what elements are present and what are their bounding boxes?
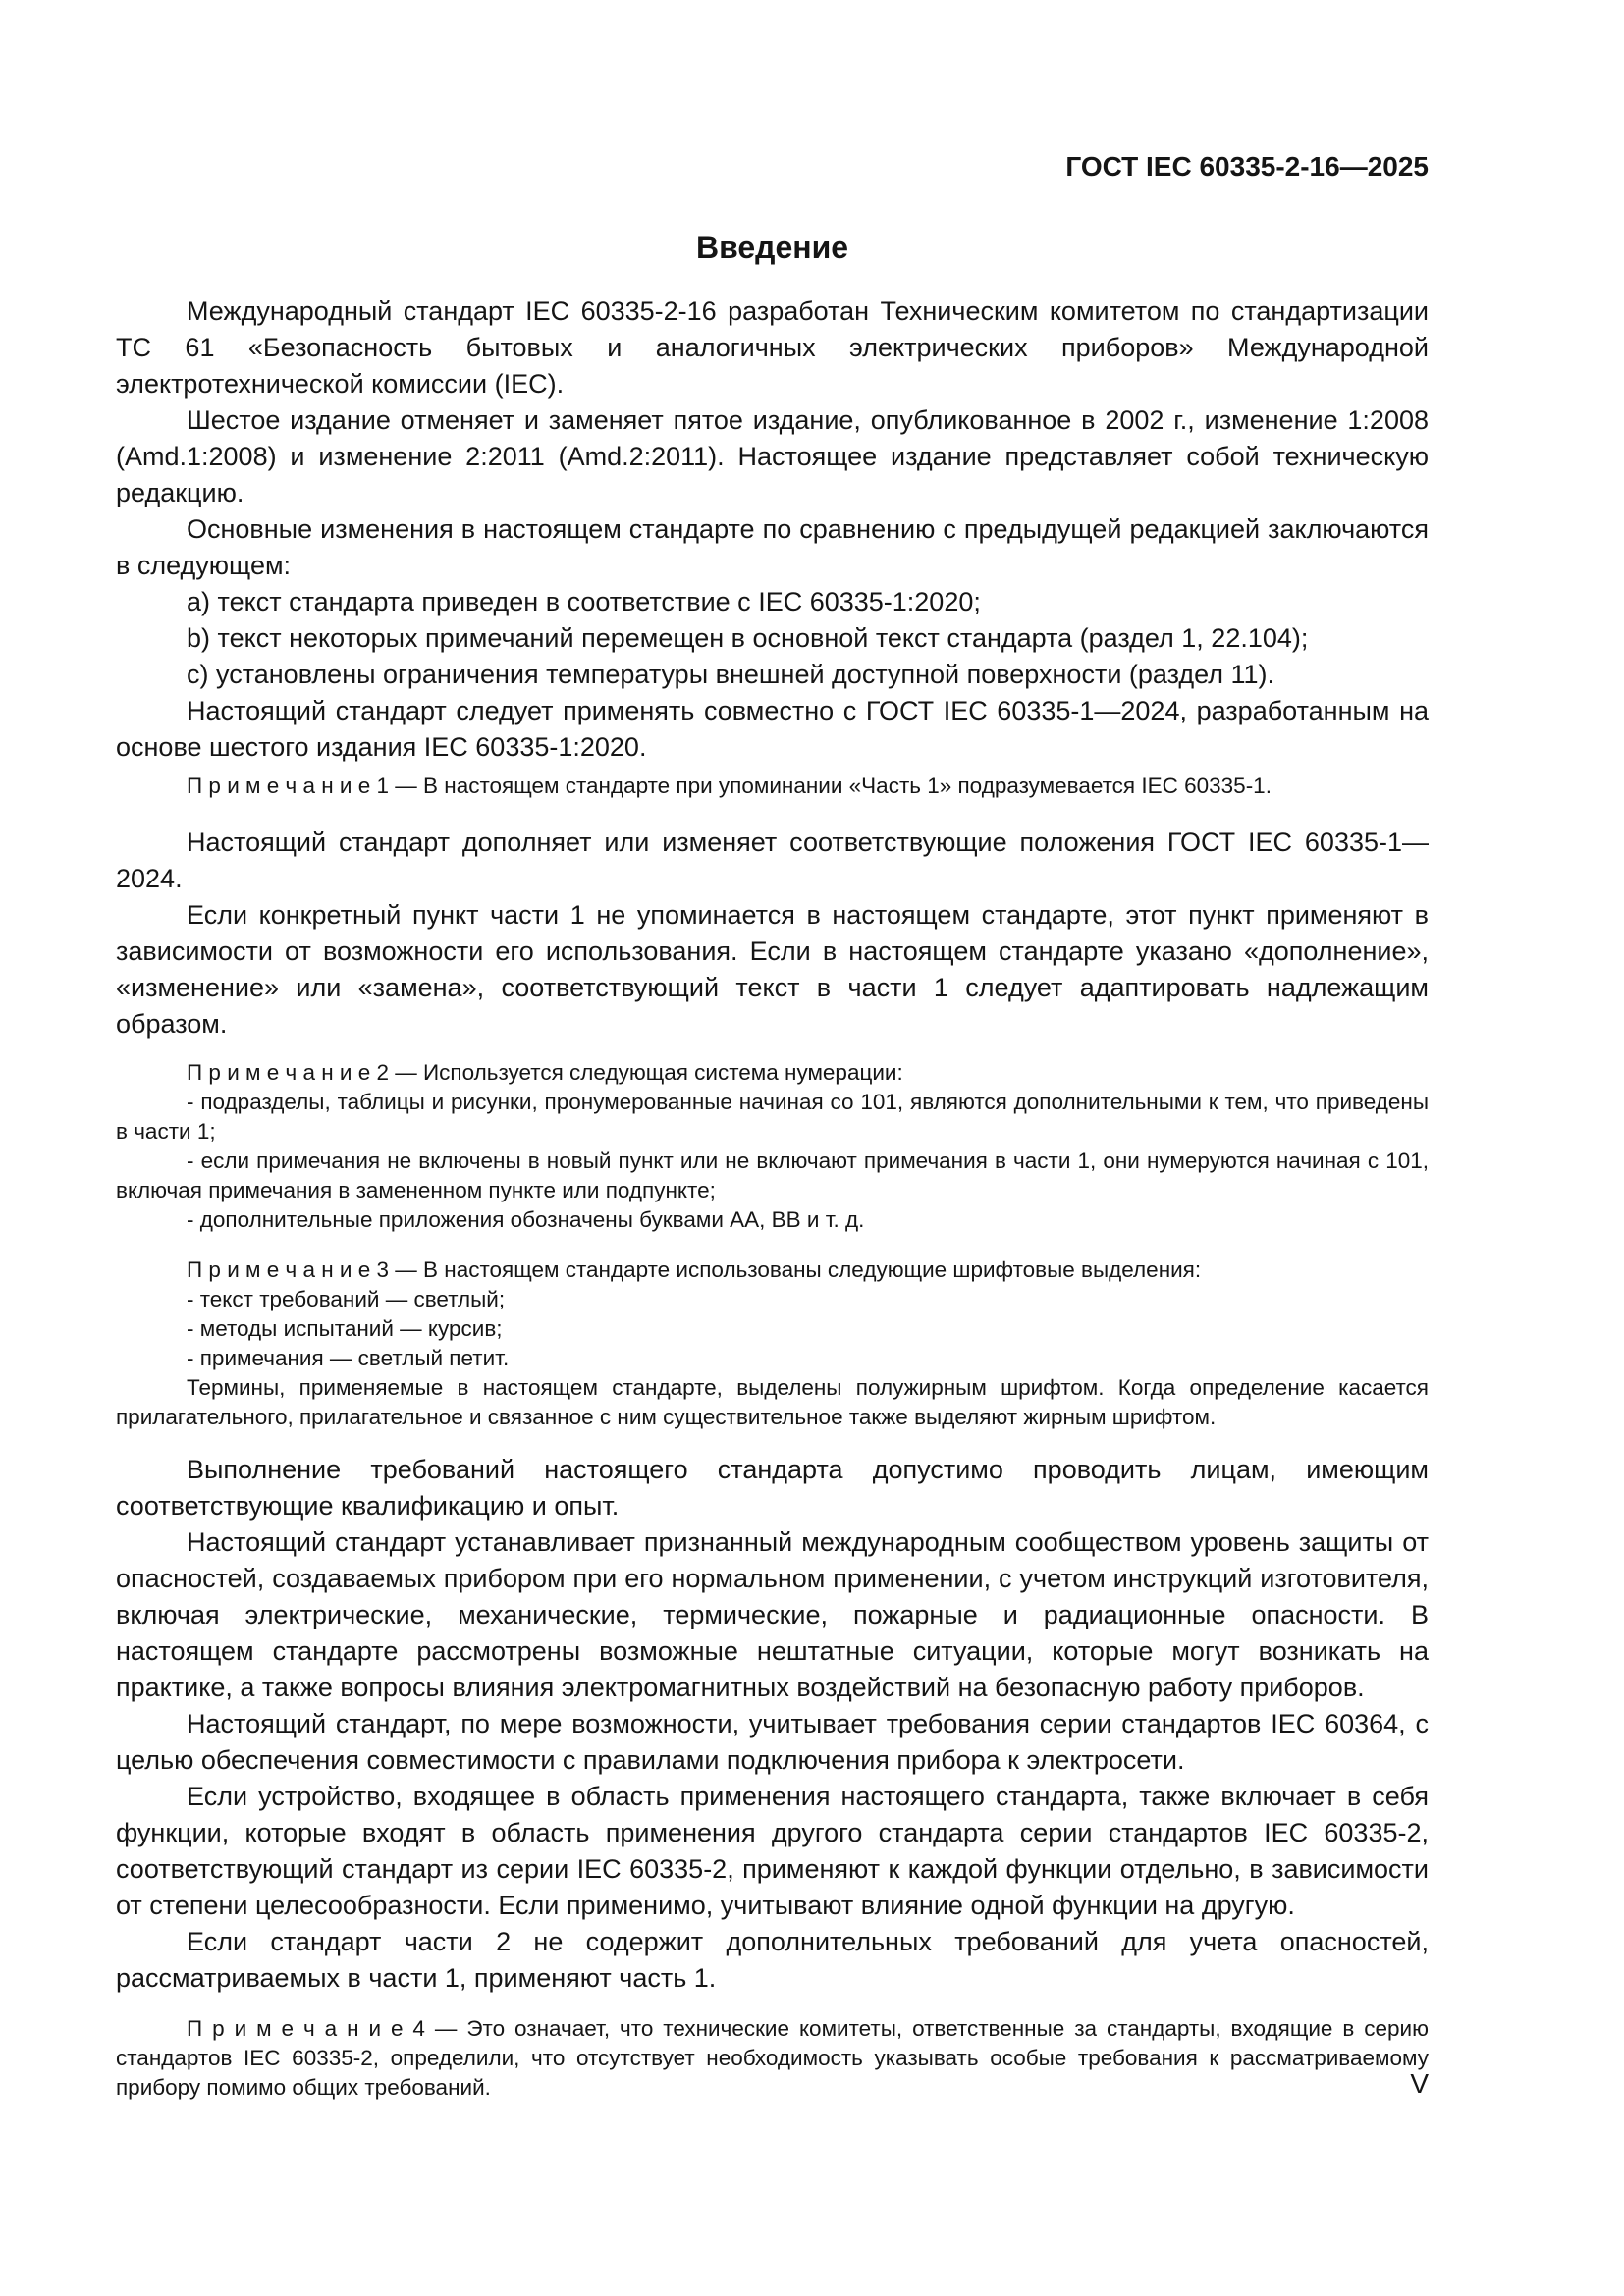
paragraph: b) текст некоторых примечаний перемещен в основной текст стандарта (раздел 1, 22.104);	[187, 623, 1309, 653]
paragraph-block	[116, 1924, 1429, 1997]
paragraph-block	[116, 620, 1429, 657]
content-blocks	[116, 294, 1429, 2103]
paragraph-block	[116, 657, 1429, 693]
paragraph-block	[116, 294, 1429, 402]
paragraph: Если конкретный пункт части 1 не упоминается в настоящем стандарте, этот пункт применяют в зависимости от возможности его использования. Если в настоящем стандарте указано «дополнение», «изменение» или «замена», соответствующий текст в части 1 следует адаптировать надлежащим образом.	[116, 900, 1429, 1039]
paragraph: Шестое издание отменяет и заменяет пятое издание, опубликованное в 2002 г., изменение 1:2008 (Amd.1:2008) и изменение 2:2011 (Amd.2:2011). Настоящее издание представляет собой техническую редакцию.	[116, 405, 1429, 507]
page-content	[116, 0, 1429, 2103]
paragraph-block	[116, 693, 1429, 766]
note-line: - если примечания не включены в новый пункт или не включают примечания в части 1, они нумеруются начиная с 101, включая примечания в замененном пункте или подпункте;	[116, 1148, 1429, 1202]
paragraph-block	[116, 402, 1429, 511]
paragraph-block	[116, 1779, 1429, 1924]
note-line: П р и м е ч а н и е 1 — В настоящем стандарте при упоминании «Часть 1» подразумевается IEC 60335-1.	[187, 774, 1272, 798]
paragraph: a) текст стандарта приведен в соответствие с IEC 60335-1:2020;	[187, 587, 981, 616]
paragraph-block	[116, 1452, 1429, 1524]
paragraph: c) установлены ограничения температуры внешней доступной поверхности (раздел 11).	[187, 660, 1275, 689]
note-line: Термины, применяемые в настоящем стандарте, выделены полужирным шрифтом. Когда определение касается прилагательного, прилагательное и связанное с ним существительное также выделяют жирным шрифтом.	[116, 1375, 1429, 1429]
paragraph-block	[116, 1524, 1429, 1706]
note-line: - примечания — светлый петит.	[187, 1346, 510, 1370]
note-line: П р и м е ч а н и е 2 — Используется следующая система нумерации:	[187, 1060, 903, 1085]
paragraph-block	[116, 584, 1429, 620]
paragraph: Настоящий стандарт устанавливает признанный международным сообществом уровень защиты от опасностей, создаваемых прибором при его нормальном применении, с учетом инструкций изготовителя, включая электрические, механические, термические, пожарные и радиационные опасности. В настоящем стандарте рассмотрены возможные нештатные ситуации, которые могут возникать на практике, а также вопросы влияния электромагнитных воздействий на безопасную работу приборов.	[116, 1527, 1429, 1702]
note-line: - дополнительные приложения обозначены буквами AA, BB и т. д.	[187, 1207, 865, 1232]
paragraph: Основные изменения в настоящем стандарте по сравнению с предыдущей редакцией заключаются в следующем:	[116, 514, 1429, 580]
note-block	[116, 1255, 1429, 1432]
document-code-header: ГОСТ IEC 60335-2-16—2025	[1065, 151, 1429, 182]
paragraph: Настоящий стандарт дополняет или изменяет соответствующие положения ГОСТ IEC 60335-1—2024.	[116, 828, 1429, 893]
note-line: - методы испытаний — курсив;	[187, 1316, 503, 1341]
page-title: Введение	[695, 230, 849, 265]
paragraph: Международный стандарт IEC 60335-2-16 разработан Техническим комитетом по стандартизации ТС 61 «Безопасность бытовых и аналогичных электрических приборов» Международной электротехнической комиссии (IEC).	[116, 296, 1429, 399]
paragraph: Настоящий стандарт следует применять совместно с ГОСТ IEC 60335-1—2024, разработанным на основе шестого издания IEC 60335-1:2020.	[116, 696, 1429, 762]
paragraph-block	[116, 897, 1429, 1042]
note-block	[116, 1058, 1429, 1235]
note-line: - текст требований — светлый;	[187, 1287, 506, 1311]
paragraph-block	[116, 825, 1429, 897]
paragraph-block	[116, 1706, 1429, 1779]
note-line: П р и м е ч а н и е 3 — В настоящем стандарте использованы следующие шрифтовые выделения:	[187, 1257, 1202, 1282]
note-line: П р и м е ч а н и е 4 — Это означает, что технические комитеты, ответственные за стандарты, входящие в серию стандартов IEC 60335-2, определили, что отсутствует необходимость указывать особые требования к рассматриваемому прибору помимо общих требований.	[116, 2016, 1429, 2100]
paragraph: Настоящий стандарт, по мере возможности, учитывает требования серии стандартов IEC 60364, с целью обеспечения совместимости с правилами подключения прибора к электросети.	[116, 1709, 1429, 1775]
paragraph: Выполнение требований настоящего стандарта допустимо проводить лицам, имеющим соответствующие квалификацию и опыт.	[116, 1455, 1429, 1521]
paragraph-block	[116, 511, 1429, 584]
note-block	[116, 772, 1429, 801]
paragraph: Если устройство, входящее в область применения настоящего стандарта, также включает в себя функции, которые входят в область применения другого стандарта серии стандартов IEC 60335-2, соответствующий стандарт из серии IEC 60335-2, применяют к каждой функции отдельно, в зависимости от степени целесообразности. Если применимо, учитывают влияние одной функции на другую.	[116, 1782, 1429, 1920]
paragraph: Если стандарт части 2 не содержит дополнительных требований для учета опасностей, рассматриваемых в части 1, применяют часть 1.	[116, 1927, 1429, 1993]
page-number: V	[1410, 2068, 1429, 2099]
note-line: - подразделы, таблицы и рисунки, пронумерованные начиная со 101, являются дополнительными к тем, что приведены в части 1;	[116, 1090, 1429, 1144]
